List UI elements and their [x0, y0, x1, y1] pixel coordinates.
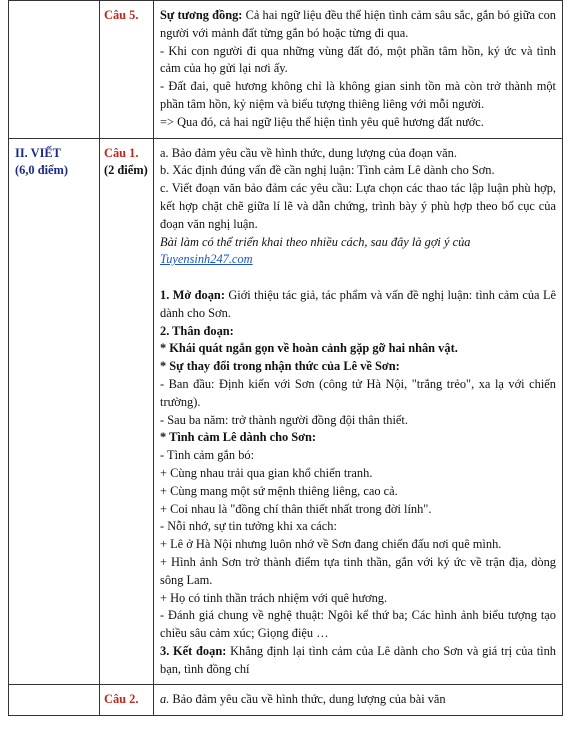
section-title: II. VIẾT: [15, 145, 61, 160]
row-cau-1: [9, 138, 563, 685]
than-doan-label: 2. Thân đoạn:: [160, 323, 234, 338]
list-item: + Họ có tinh thần trách nhiệm với quê hương.: [160, 590, 388, 605]
section-cell: [9, 138, 100, 685]
ket-doan: [160, 643, 556, 679]
similarity-text: Cả hai ngữ liệu đều thể hiện tình cảm sâu sắc, gắn bó giữa con người với mảnh đất từng gắn bó hoặc từng đi qua.: [160, 8, 556, 40]
answer-cell: [154, 1, 563, 139]
ket-doan-text: Khẳng định lại tình cảm của Lê dành cho Sơn và giá trị của tình bạn, tình đồng chí: [160, 643, 556, 676]
requirement-a-prefix: a.: [160, 692, 170, 707]
row-cau-5: [9, 1, 563, 139]
list-item: + Hình ảnh Sơn trở thành điểm tựa tinh thần, gắn với ký ức về trận địa, dòng sông Lam.: [160, 554, 556, 587]
list-item: + Cùng mang một sứ mệnh thiêng liêng, cao cả.: [160, 483, 398, 498]
requirement-a-text: Bảo đảm yêu cầu về hình thức, dung lượng của bài văn: [169, 692, 446, 707]
su-thay-doi-heading: * Sự thay đổi trong nhận thức của Lê về Sơn:: [160, 359, 400, 374]
mo-doan-label: 1. Mở đoạn:: [160, 287, 225, 302]
question-cell: [100, 1, 154, 139]
answer-table: [8, 0, 563, 716]
question-label: Câu 2.: [104, 692, 139, 707]
suggestion-note: [160, 234, 556, 270]
sau-ba-nam-line: - Sau ba năm: trở thành người đồng đội thân thiết.: [160, 412, 408, 427]
spacer: [160, 269, 556, 287]
requirement-b: b. Xác định đúng vấn đề cần nghị luận: Tình cảm Lê dành cho Sơn.: [160, 163, 495, 178]
gan-bo-line: - Tình cảm gắn bó:: [160, 448, 255, 463]
section-cell-empty: [9, 1, 100, 139]
list-item: + Coi nhau là "đồng chí thân thiết nhất trong đời lính".: [160, 501, 432, 516]
list-item: + Lê ở Hà Nội nhưng luôn nhớ về Sơn đang chiến đấu nơi quê mình.: [160, 537, 502, 552]
question-label: Câu 1.: [104, 145, 139, 160]
tinh-cam-heading: * Tình cảm Lê dành cho Sơn:: [160, 430, 317, 445]
khai-quat-heading: * Khái quát ngắn gọn về hoàn cảnh gặp gỡ hai nhân vật.: [160, 341, 458, 356]
conclusion-line: => Qua đó, cả hai ngữ liệu thể hiện tình yêu quê hương đất nước.: [160, 114, 484, 129]
requirement-a: a. Bảo đảm yêu cầu về hình thức, dung lượng của đoạn văn.: [160, 145, 457, 160]
source-link[interactable]: Tuyensinh247.com: [160, 252, 253, 267]
answer-line: - Đất đai, quê hương không chỉ là không gian sinh tồn mà còn trở thành một phần tâm hồn, kỷ niệm và biểu tượng thiêng liêng với mỗi người.: [160, 79, 556, 111]
requirement-c: c. Viết đoạn văn bảo đảm các yêu cầu: Lựa chọn các thao tác lập luận phù hợp, kết hợp chặt chẽ giữa lí lẽ và dẫn chứng, trình bày ý phù hợp theo bố cục của đoạn văn nghị luận.: [160, 181, 556, 231]
list-item: + Cùng nhau trải qua gian khổ chiến tranh.: [160, 465, 373, 480]
section-points: (6,0 điểm): [15, 163, 68, 178]
question-cell: [100, 685, 154, 716]
danh-gia-line: - Đánh giá chung về nghệ thuật: Ngôi kể thứ ba; Các hình ảnh biểu tượng tạo chiều sâu cảm xúc; Giọng điệu …: [160, 608, 556, 641]
question-cell: [100, 138, 154, 685]
ket-doan-label: 3. Kết đoạn:: [160, 643, 227, 658]
mo-doan-text: Giới thiệu tác giả, tác phẩm và vấn đề nghị luận: tình cảm của Lê dành cho Sơn.: [160, 287, 557, 320]
similarity-label: Sự tương đồng:: [160, 8, 243, 22]
answer-line: - Khi con người đi qua những vùng đất đó, một phần tâm hồn, ký ức và tình cảm của họ gửi lại nơi ấy.: [160, 43, 556, 76]
mo-doan: [160, 287, 556, 323]
answer-cell: [154, 685, 563, 716]
suggestion-text: Bài làm có thể triển khai theo nhiều cách, sau đây là gợi ý của: [160, 234, 471, 249]
question-label: Câu 5.: [104, 8, 139, 22]
answer-cell: [154, 138, 563, 685]
row-cau-2: [9, 685, 563, 716]
question-points: (2 điểm): [104, 163, 148, 178]
section-cell-empty: [9, 685, 100, 716]
requirement-a: [160, 691, 556, 709]
similarity-paragraph: [160, 7, 556, 43]
ban-dau-line: - Ban đầu: Định kiến với Sơn (công tử Hà Nội, "trắng trẻo", xa lạ với chiến trường).: [160, 376, 556, 409]
noi-nho-line: - Nỗi nhớ, sự tin tưởng khi xa cách:: [160, 519, 337, 534]
